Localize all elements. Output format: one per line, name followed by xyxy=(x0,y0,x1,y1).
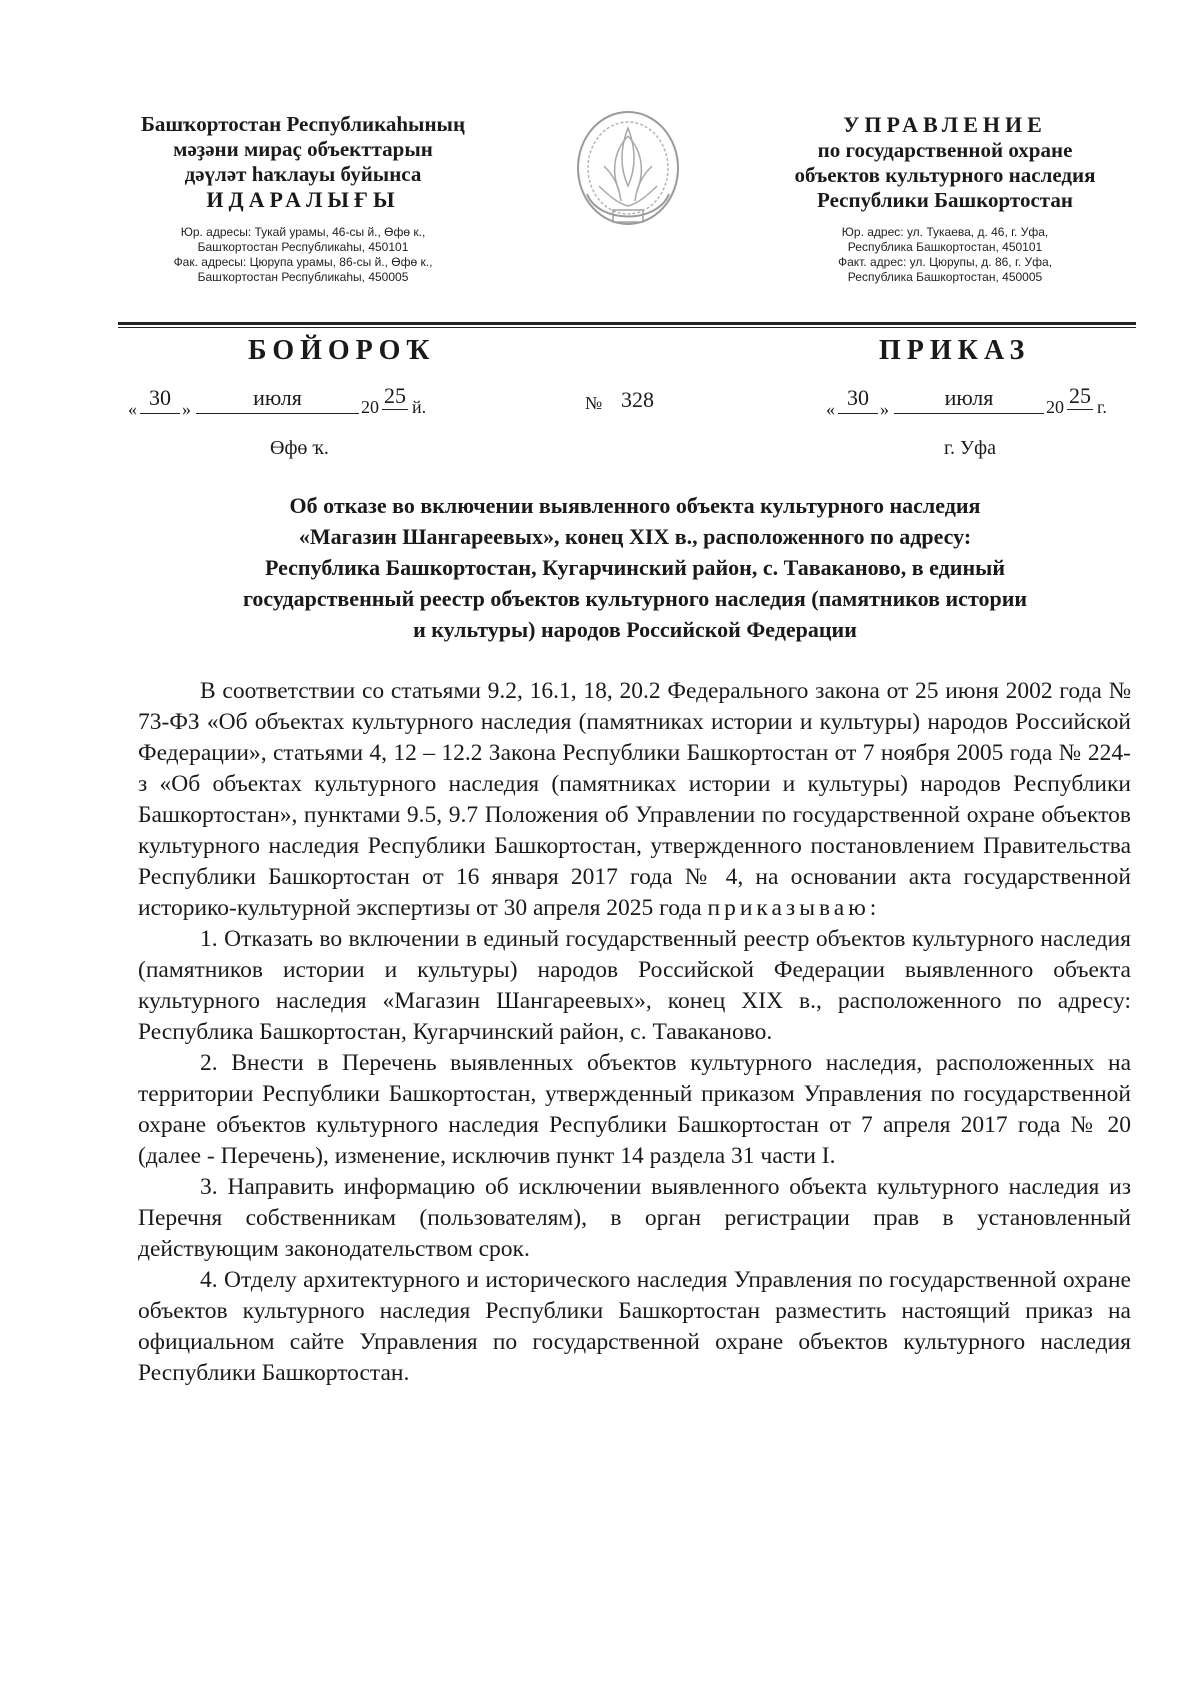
title-line: Об отказе во включении выявленного объекта культурного наследия xyxy=(289,493,981,518)
org-name-line: мәҙәни мираҫ объекттарын xyxy=(173,137,433,161)
date-day: 30 xyxy=(838,385,878,414)
org-name-line: Башҡортостан Республикаһының xyxy=(140,112,466,136)
preamble-text: В соответствии со статьями 9.2, 16.1, 18, 20.2 Федерального закона от 25 июня 2002 года № 73-ФЗ «Об объектах культурного наследия (памятниках истории и культуры) народов Российской Федерации», статьями 4, 12 – 12.2 Закона Республики Башкортостан от 7 ноября 2005 года № 224-з «Об объектах культурного наследия (памятниках истории и культуры) народов Республики Башкортостан», пунктами 9.5, 9.7 Положения об Управлении по государственной охране объектов культурного наследия Республики Башкортостан, утвержденного постановлением Правительства Республики Башкортостан от 16 января 2017 года № 4, на основании акта государственной историко-культурной экспертизы от 30 апреля 2025 года xyxy=(138,678,1131,921)
address-line: Фак. адресы: Цюрупа урамы, 86-сы й., Өфө к., xyxy=(173,255,433,269)
close-quote: » xyxy=(182,399,191,419)
order-item: 1. Отказать во включении в единый государственный реестр объектов культурного наследия (памятников истории и культуры) народов Российской Федерации выявленного объекта культурного наследия «Магазин Шангареевых», конец XIX в., расположенного по адресу: Республика Башкортостан, Кугарчинский район, с. Таваканово. xyxy=(138,926,1131,1045)
year-prefix: 20 xyxy=(1046,397,1064,417)
number-sign: № xyxy=(585,393,603,413)
title-line: и культуры) народов Российской Федерации xyxy=(413,617,857,642)
header-divider xyxy=(118,327,1136,328)
address-line: Республика Башкортостан, 450005 xyxy=(847,270,1043,284)
order-title xyxy=(140,490,1130,645)
letterhead-right xyxy=(755,112,1135,285)
order-item: 2. Внести в Перечень выявленных объектов культурного наследия, расположенных на территории Республики Башкортостан, утвержденный приказом Управления по государственной охране объектов культурного наследия Республики Башкортостан от 7 апреля 2017 года № 20 (далее - Перечень), изменение, исключив пункт 14 раздела 31 части I. xyxy=(138,1050,1131,1169)
order-number xyxy=(585,385,705,421)
date-month: июля xyxy=(196,385,359,414)
date-day: 30 xyxy=(140,385,180,414)
org-name-line: Республики Башкортостан xyxy=(817,188,1073,212)
org-name-line: дәүләт һаҡлауы буйынса xyxy=(184,162,422,186)
address-line: Факт. адрес: ул. Цюрупы, д. 86, г. Уфа, xyxy=(837,255,1053,269)
close-quote: » xyxy=(880,399,889,419)
org-heading: УПРАВЛЕНИЕ xyxy=(843,112,1047,137)
year-marker: й. xyxy=(412,397,427,417)
letterhead-left xyxy=(118,112,488,285)
org-name-line: по государственной охране xyxy=(817,138,1073,162)
preamble-paragraph xyxy=(138,676,1131,924)
header-divider xyxy=(118,322,1136,325)
org-name-line: объектов культурного наследия xyxy=(794,163,1096,187)
number-value: 328 xyxy=(621,387,654,412)
date-month: июля xyxy=(894,385,1044,414)
date-right xyxy=(826,385,1146,421)
doc-type-bashkir: БОЙОРОҠ xyxy=(248,335,436,366)
year-suffix: 25 xyxy=(384,383,406,408)
year-prefix: 20 xyxy=(361,397,379,417)
date-left xyxy=(128,385,458,421)
org-heading: ИДАРАЛЫҒЫ xyxy=(206,187,400,212)
order-word: приказываю: xyxy=(707,895,881,921)
bashkortostan-coat-of-arms-icon xyxy=(569,106,687,238)
order-item: 3. Направить информацию об исключении выявленного объекта культурного наследия из Перечня собственникам (пользователям), в орган регистрации прав в установленный действующим законодательством срок. xyxy=(138,1174,1131,1262)
title-line: государственный реестр объектов культурного наследия (памятников истории xyxy=(242,586,1028,611)
address-line: Республика Башкортостан, 450101 xyxy=(847,240,1043,254)
address-line: Юр. адрес: ул. Тукаева, д. 46, г. Уфа, xyxy=(841,225,1049,239)
address-line: Башҡортостан Республикаһы, 450005 xyxy=(197,270,409,284)
org-address xyxy=(755,225,1135,285)
year-suffix: 25 xyxy=(1069,383,1091,408)
order-body xyxy=(138,676,1131,1389)
doc-type-russian: ПРИКАЗ xyxy=(879,335,1031,366)
open-quote: « xyxy=(826,399,835,419)
address-line: Башҡортостан Республикаһы, 450101 xyxy=(197,240,409,254)
org-address xyxy=(118,225,488,285)
city-left: Өфө ҡ. xyxy=(270,437,329,459)
title-line: «Магазин Шангареевых», конец XIX в., расположенного по адресу: xyxy=(298,524,972,549)
year-marker: г. xyxy=(1097,397,1107,417)
title-line: Республика Башкортостан, Кугарчинский район, с. Таваканово, в единый xyxy=(264,555,1005,580)
order-item: 4. Отделу архитектурного и исторического наследия Управления по государственной охране объектов культурного наследия Республики Башкортостан разместить настоящий приказ на официальном сайте Управления по государственной охране объектов культурного наследия Республики Башкортостан. xyxy=(138,1267,1131,1386)
address-line: Юр. адресы: Тукай урамы, 46-сы й., Өфө к., xyxy=(180,225,426,239)
city-right: г. Уфа xyxy=(944,437,996,459)
open-quote: « xyxy=(128,399,137,419)
